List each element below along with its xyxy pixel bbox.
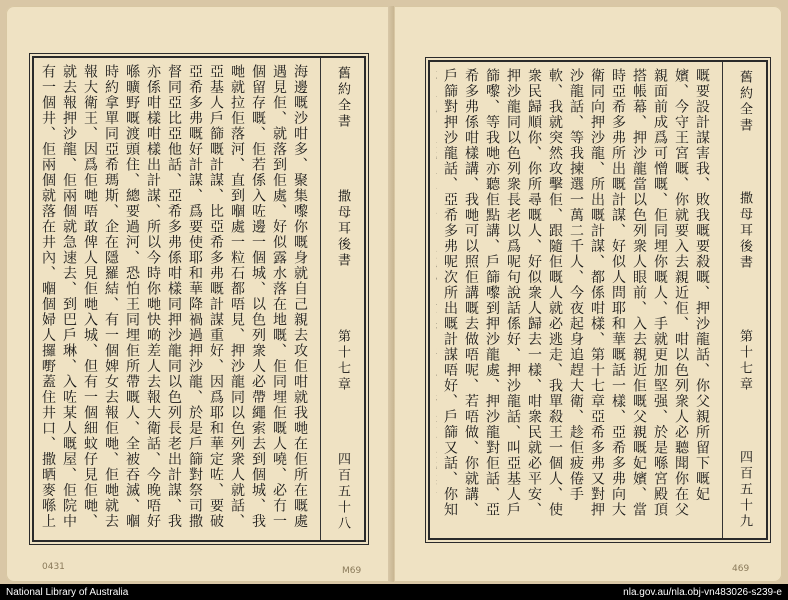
left-page-number: 四百五十八: [335, 451, 350, 532]
left-margin-column: [320, 58, 364, 540]
right-chapter: 第十七章: [737, 328, 752, 393]
right-body-text: 嘅要設計謀害我、敗我嘅要殺嘅、押沙龍話、你父親所留下嘅妃嬪、今守王宮嘅、你就要入去親近佢、咁以色列衆人必聽聞你在父親面前成爲可憎嘅、佢同埋你嘅人、手就更加堅强、於是喺宮殿頂搭帳幕、押沙龍當以色列衆人眼前、入去親近佢嘅父親嘅妃嬪、當時亞希多弗所出嘅計謀、好似人問耶和華嘅話一樣、亞希多弗向大衛同向押沙龍、所出嘅計謀、都係咁樣、第十七章亞希多弗又對押沙龍話、等我揀選一萬二千人、今夜起身追趕大衛、趁佢疲倦手軟、我就突然攻擊佢、跟隨佢嘅人就必逃走、我單殺王一個人、使衆民歸順你、你所尋嘅人、好似衆人歸去一樣、咁衆民就必平安、押沙龍同以色列衆長老以爲呢句說話係好、押沙龍話、叫亞基人戶篩嚟、等我哋亦聽佢點講、戶篩嚟到押沙龍處、押沙龍對佢話、亞希多弗係咁樣講、我哋可以照佢講嘅去做唔呢、若唔做、你就講、戶篩對押沙龍話、亞希多弗呢次所出嘅計謀唔好、戶篩又話、你知: [442, 68, 710, 518]
right-margin-column: [722, 62, 766, 538]
footer-url: nla.gov.au/nla.obj-vn483026-s239-e: [623, 586, 782, 598]
left-section-title: 撒母耳後書: [335, 189, 350, 270]
left-chapter: 第十七章: [335, 328, 350, 393]
right-section-title: 撒母耳後書: [737, 191, 752, 272]
left-body-text: 海邊嘅沙咁多、聚集嚟你嘅身就自己親去攻佢咁就我哋在佢所在嘅處遇見佢、就落到佢處、好似露水落在地嘅、佢同埋佢嘅人嘵、必冇一個留存嘅、佢若係入咗邊一個城、以色列衆人必帶繩索去到個城、我哋就拉佢落河、直到嗰處一粒石都唔見、押沙龍同以色列衆人就話、亞基人戶篩嘅計謀、比亞希多弗嘅計謀重好、因爲耶和華定咗、要破亞希多弗嘅好計謀、爲要使耶和華降禍過押沙龍、於是戶篩對祭司撒督同亞比亞他話、亞希多弗係咁樣同押沙龍同以色列長老出計謀、我亦係咁樣咁樣出計謀、所以今時你哋快啲差人去報大衛話、今晚唔好喺曠野嘅渡頭住、總要過河、恐怕王同埋佢所帶嘅人、全被吞滅、嗰時約拿單同亞希瑪斯、企在隱羅結、有一個婢女去報佢哋、佢哋就去報大衛王、因爲佢哋唔敢俾人見佢哋入城、但有一個細蚊仔見佢哋、就去報押沙龍、佢兩個就急速去、到巴戶琳、入咗某人嘅屋、佢院中有一個井、佢兩個就落在井內、嗰個婦人攞嘢蓋住井口、撒晒麥喺上: [40, 64, 308, 529]
left-pencil-mark-2: M69: [342, 566, 362, 576]
left-pencil-mark: 0431: [42, 562, 65, 572]
left-text-frame: [32, 56, 366, 542]
right-text-frame: [428, 60, 768, 540]
footer-bar: [0, 584, 788, 600]
right-page: [394, 6, 782, 582]
right-book-title: 舊約全書: [737, 70, 752, 134]
left-page: [6, 6, 392, 582]
left-book-title: 舊約全書: [335, 66, 350, 130]
book-spread: [6, 6, 782, 582]
right-page-number: 四百五十九: [737, 449, 752, 530]
footer-library-name: National Library of Australia: [6, 586, 129, 598]
right-pencil-mark: 469: [732, 564, 750, 574]
